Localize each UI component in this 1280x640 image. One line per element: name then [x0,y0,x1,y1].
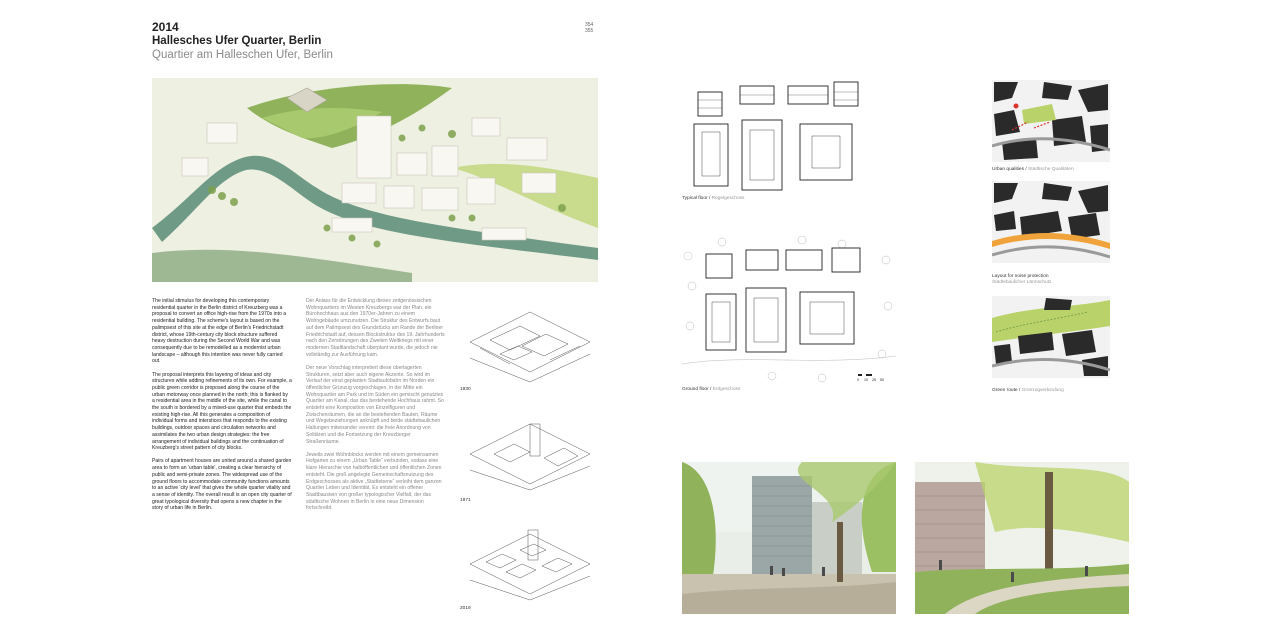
english-paragraph-3: Pairs of apartment houses are united around a shared garden area to form an 'urban table', creating a clear hierarchy of public and semi-private zones. The widespread use of the ground floors to accommodate community functions amounts to an active 'city level' that gives the whole quarter vitality and a sense of identity. The overall result is an open city quarter of great typological diversity that opens a new chapter in the story of urban life in Berlin. [152,458,292,512]
isometric-1930-illustration [460,302,598,384]
urban-qualities-caption-en: Urban qualities [992,167,1024,172]
noise-protection-caption [992,274,1051,286]
urban-qualities-caption-de: Städtische Qualitäten [1028,167,1074,172]
green-route-illustration [992,296,1110,378]
aerial-rendering-illustration [152,78,598,282]
noise-protection-caption-de: Städtebaulicher Lärmschutz [992,280,1052,285]
urban-qualities-caption [992,167,1074,173]
isometric-1971-drawing [460,410,598,492]
green-route-caption-de: Grünzugverbindung [1021,388,1064,393]
german-paragraph-3: Jeweils zwei Wohnblocks werden mit einem gemeinsamen Hofgarten zu einem „Urban Table“ verbunden, sodass eine klare Hierarchie von halböffentlichen und öffentlichen Zonen entsteht. Die groß angelegte Gemeinschaftsnutzung des Erdgeschosses als aktive „Stadtebene“ verleiht dem ganzen Quartier Leben und Identität. Es entsteht ein offener Stadtbaustein von großer typologischer Vielfalt, der das städtische Wohnen in Berlin in eine neue Dimension fortschreibt. [306,451,442,512]
german-paragraph-2: Der neue Vorschlag interpretiert diese überlagerten Strukturen, setzt aber auch eigene Akzente. So wird im Verlauf der einst geplanten Stadtautobahn im Norden ein öffentlicher Grünzug vorgeschlagen, in der Mitte ein Wohnquartier am Park und im Süden ein gemischt genutztes Quartier am Kanal, das das bestehende Hochhaus rahmt. So entsteht eine Komposition von Einzelfiguren und Zwischenräumen, die an die bestehenden Bauten, Räume und Wegebeziehungen anknüpft und beide städtebaulichen Haltungen miteinander vereint: die freie Anordnung von Solitären und die Fortsetzung der Kreuzberger Straßenräume. [306,364,444,445]
german-text-column [306,298,446,519]
scale-label-25: 25 [872,378,876,382]
project-title: Hallesches Ufer Quarter, Berlin [152,35,322,47]
german-paragraph-1: Der Anlass für die Entwicklung dieses zeitgenössischen Wohnquartiers im Westen Kreuzbergs war der Plan, ein Bürohochhaus aus den 1970er-Jahren zu einem Wohngebäude umzunutzen. Die Struktur des Entwurfs baut auf dem Palimpsest des Grundstücks am Rande der Berliner Friedrichstadt auf, dessen Blockstruktur des 19. Jahrhunderts nach den Zerstörungen des Zweiten Weltkriegs mit einer modernen Stadtlandschaft überplant wurde, die jedoch nie vollständig zur Ausführung kam. [306,298,445,358]
project-year: 2014 [152,20,179,34]
page-number-right: 355 [585,28,594,34]
isometric-2019-label: 2019 [460,606,471,611]
isometric-1971-illustration [460,410,598,492]
caption-separator: / [1025,167,1029,172]
urban-qualities-illustration [992,80,1110,162]
isometric-2019-drawing [460,520,598,602]
english-paragraph-2: The proposal interprets this layering of ideas and city structures while adding refinements of its own. For example, a public green corridor is proposed along the course of the urban motorway once planned in the north; this is flanked by a residential area in the middle of the site, while the canal to the south is bordered by a mixed-use quarter that embeds the existing high-rise. All this generates a composition of individual forms and interstices that responds to the existing buildings, outdoor spaces and circulation networks and assimilates the two urban design strategies: the free arrangement of individual buildings and the continuation of Kreuzberg's street pattern of city blocks. [152,371,292,452]
noise-protection-caption-en: Layout for noise protection [992,274,1049,279]
street-view-tower-illustration [682,462,896,614]
typical-floor-caption [682,196,744,201]
isometric-1930-drawing [460,302,598,384]
street-view-image-park [915,462,1129,614]
typical-floor-plan [682,80,862,192]
green-route-caption [992,388,1064,394]
english-text-column [152,298,292,519]
ground-floor-plan-drawing [682,236,896,384]
page-numbers [585,22,593,34]
typical-floor-caption-de: Regelgeschoss [711,196,745,201]
typical-floor-plan-drawing [682,80,862,192]
caption-separator: / [1018,388,1022,393]
ground-floor-caption [682,387,740,392]
typical-floor-caption-en: Typical floor [682,196,708,201]
caption-separator: / [710,387,713,392]
scale-label-50: 50 [880,378,884,382]
urban-qualities-diagram [992,80,1110,162]
street-view-image-tower [682,462,896,614]
caption-separator: / [708,196,712,201]
street-view-park-illustration [915,462,1129,614]
noise-protection-diagram [992,181,1110,263]
aerial-rendering-image [152,78,598,282]
isometric-2019-illustration [460,520,598,602]
project-subtitle: Quartier am Halleschen Ufer, Berlin [152,49,333,61]
isometric-1930-label: 1930 [460,387,471,392]
scale-label-0: 0 [857,378,859,382]
green-route-diagram [992,296,1110,378]
green-route-caption-en: Green route [992,388,1018,393]
isometric-1971-label: 1971 [460,498,471,503]
page-number-left: 354 [585,22,594,28]
ground-floor-plan [682,236,896,384]
english-paragraph-1: The initial stimulus for developing this contemporary residential quarter in the Berlin district of Kreuzberg was a proposal to convert an office high-rise from the 1970s into a residential building. The scheme's layout is based on the palimpsest of this site at the edge of Berlin's Friedrichstadt district, whose 19th-century city block structure suffered heavy destruction during the Second World War and was consequently due to be remodelled as a modernist urban landscape – although this intention was never fully carried out. [152,298,287,365]
ground-floor-caption-en: Ground floor [682,387,709,392]
noise-protection-illustration [992,181,1110,263]
scale-label-10: 10 [864,378,868,382]
ground-floor-caption-de: Erdgeschoss [712,387,741,392]
